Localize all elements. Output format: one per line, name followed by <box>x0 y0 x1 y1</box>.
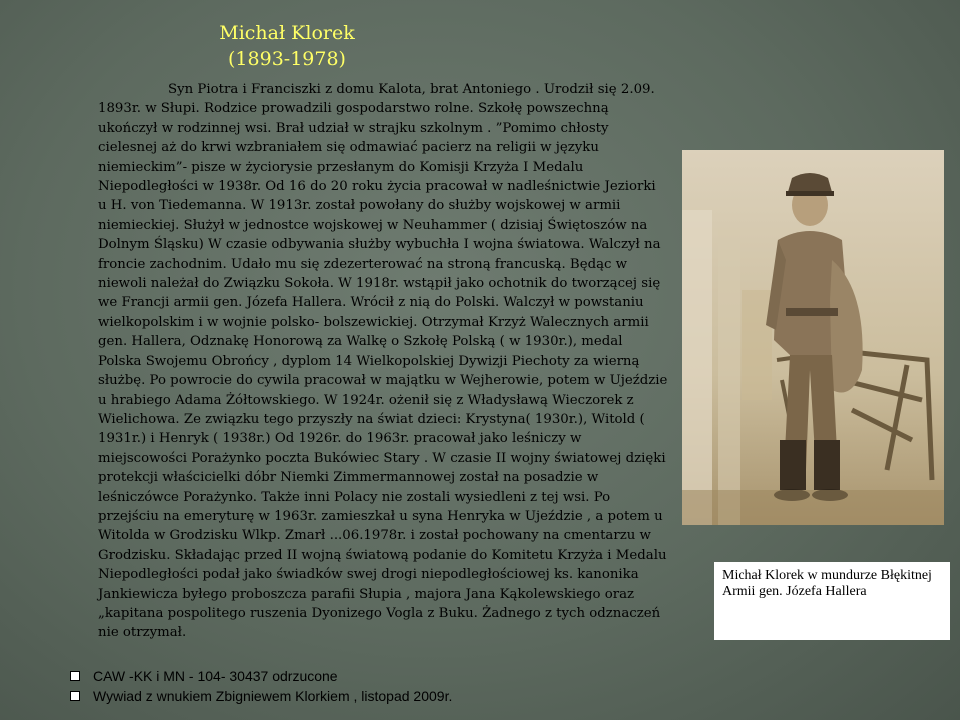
checkbox-bullet-icon <box>70 671 80 681</box>
sources-list <box>70 666 550 706</box>
source-label: CAW -KK i MN - 104- 30437 odrzucone <box>93 668 338 684</box>
person-years: (1893-1978) <box>228 48 346 70</box>
photo-caption: Michał Klorek w mundurze Błękitnej Armii gen. Józefa Hallera <box>714 562 950 640</box>
list-item <box>70 666 550 686</box>
portrait-photo <box>682 150 944 525</box>
portrait-photo-illustration <box>682 150 944 525</box>
biography-text: Syn Piotra i Franciszki z domu Kalota, brat Antoniego . Urodził się 2.09. 1893r. w Słupi. Rodzice prowadzili gospodarstwo rolne. Szkołę powszechną ukończył w rodzinnej wsi. Brał udział w strajku szkolnym . ”Pomimo chłosty cielesnej aż do krwi wzbraniałem się odmawiać pacierz na religii w języku niemieckim”- pisze w życiorysie przesłanym do Komisji Krzyża I Medalu Niepodległości w 1938r. Od 16 do 20 roku życia pracował w nadleśnictwie Jeziorki u H. von Tiedemanna. W 1913r. został powołany do służby wojskowej w armii niemieckiej. Służył w jednostce wojskowej w Neuhammer ( dzisiaj Świętoszów na Dolnym Śląsku) W czasie odbywania służby wybuchła I wojna światowa. Walczył na froncie zachodnim. Udało mu się zdezerterować na stroną francuską. Będąc w niewoli należał do Związku Sokoła. W 1918r. wstąpił jako ochotnik do tworzącej się we Francji armii gen. Józefa Hallera. Wrócił z nią do Polski. Walczył w powstaniu wielkopolskim i w wojnie polsko- bolszewickiej. Otrzymał Krzyż Walecznych armii gen. Hallera, Odznakę Honorową za Walkę o Szkołę Polską ( w 1930r.), medal Polska Swojemu Obrońcy , dyplom 14 Wielkopolskiej Dywizji Piechoty za wierną służbę. Po powrocie do cywila pracował w majątku w Wejherowie, potem w Ujeździe u hrabiego Adama Żółtowskiego. W 1924r. ożenił się z Władysławą Wieczorek z Wielichowa. Ze związku tego przyszły na świat dzieci: Krystyna( 1930r.), Witold ( 1931r.) i Henryk ( 1938r.) Od 1926r. do 1963r. pracował jako leśniczy w miejscowości Porażynko poczta Bukówiec Stary . W czasie II wojny światowej dzięki protekcji właścicielki dóbr Niemki Zimmermannowej został na posadzie w leśniczówce Porażynko. Także inni Polacy nie zostali wysiedleni z tej wsi. Po przejściu na emeryturę w 1963r. zamieszkał u syna Henryka w Ujeździe , a potem u Witolda w Grodzisku Wlkp. Zmarł ...06.1978r. i został pochowany na cmentarzu w Grodzisku. Składając przed II wojną światową podanie do Komitetu Krzyża i Medalu Niepodległości podał jako świadków swej drogi niepodległościowej ks. kanonika Jankiewicza byłego proboszcza parafii Słupia , majora Jana Kąkolewskiego oraz „kapitana pospolitego ruszenia Dyonizego Vogla z Buku. Żadnego z tych odznaczeń nie otrzymał. <box>98 82 668 641</box>
list-item <box>70 686 550 706</box>
source-label: Wywiad z wnukiem Zbigniewem Klorkiem , listopad 2009r. <box>93 688 453 704</box>
page-title <box>212 20 362 72</box>
checkbox-bullet-icon <box>70 691 80 701</box>
person-name: Michał Klorek <box>219 22 355 44</box>
